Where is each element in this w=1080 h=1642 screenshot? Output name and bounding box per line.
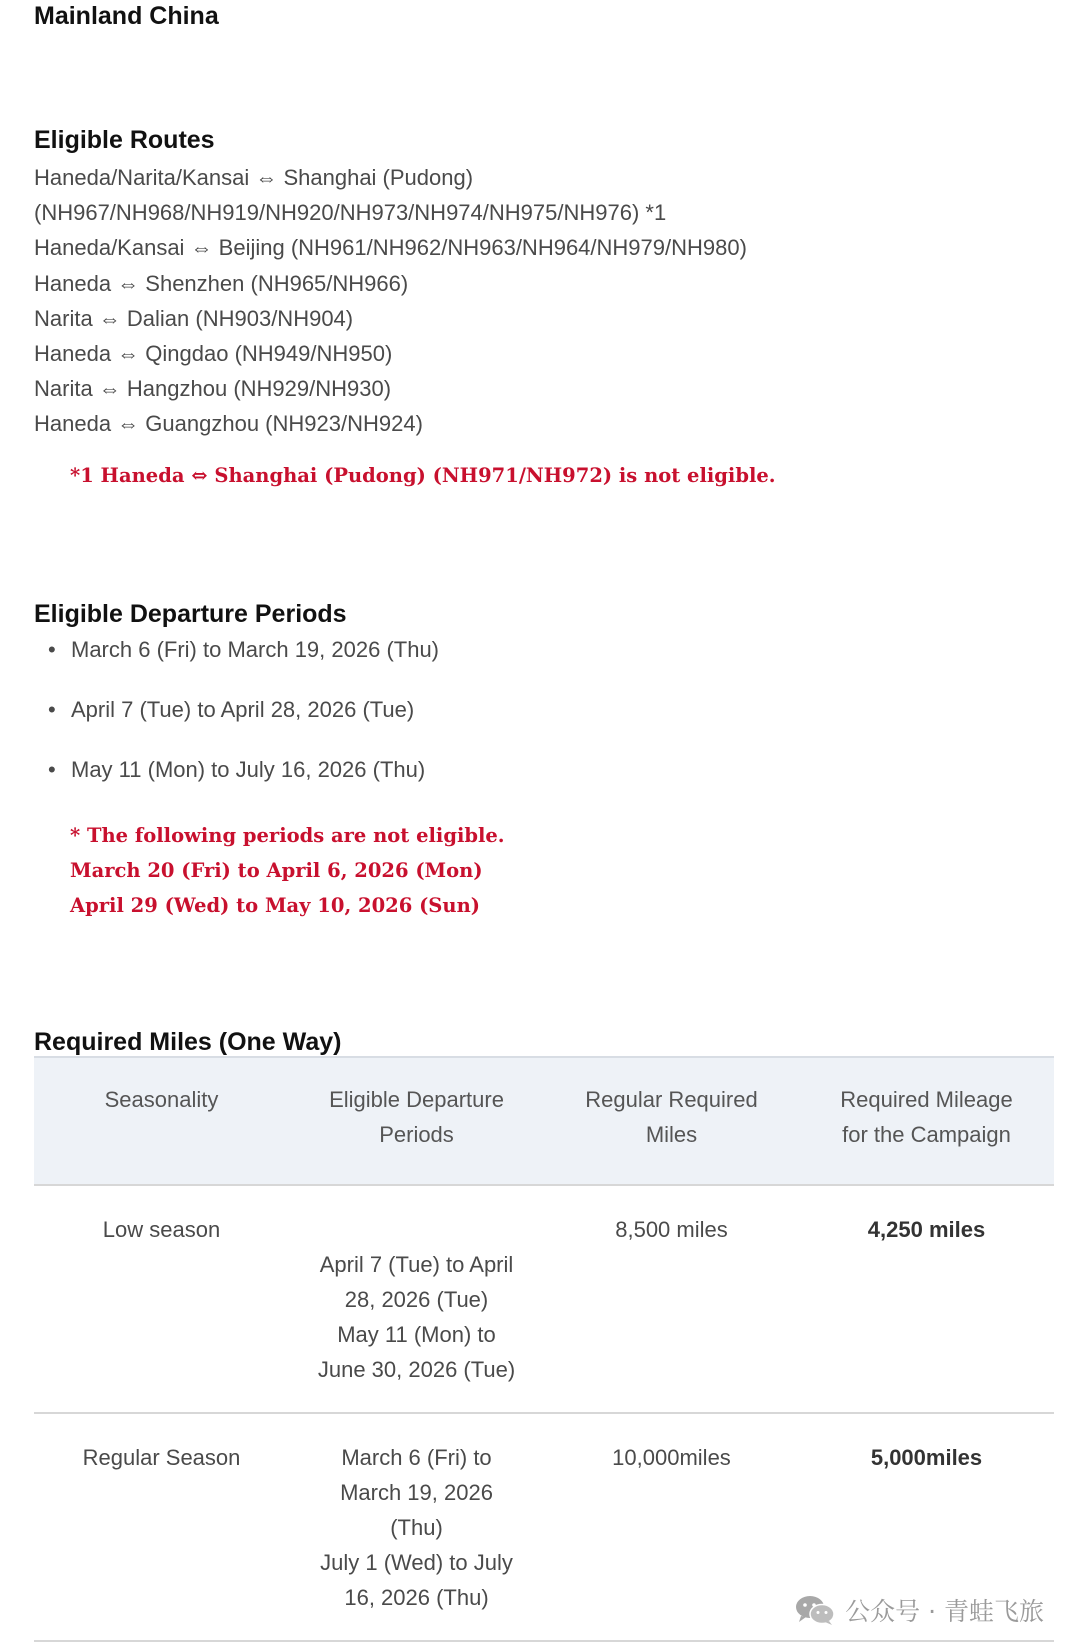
table-header-row (34, 1057, 1054, 1185)
routes-heading: Eligible Routes (34, 126, 215, 154)
list-item (34, 636, 439, 696)
period-text: April 7 (Tue) to April 28, 2026 (Tue) (71, 697, 415, 722)
region-title: Mainland China (34, 2, 219, 30)
period-line: June 30, 2026 (Tue) (317, 1357, 516, 1382)
bullet: • (48, 757, 56, 782)
route-line: Haneda ⇔ Shenzhen (NH965/NH966) (34, 270, 409, 296)
column-header-regular-miles (544, 1057, 799, 1185)
header-text: Periods (379, 1122, 454, 1147)
wechat-icon (795, 1594, 835, 1626)
header-text: Eligible Departure (329, 1087, 504, 1112)
miles-table (34, 1056, 1054, 1642)
exclusion-line: March 20 (Fri) to April 6, 2026 (Mon) (70, 859, 483, 882)
season-cell: Regular Season (82, 1445, 241, 1470)
route-line: Haneda/Kansai ⇔ Beijing (NH961/NH962/NH963/NH964/NH979/NH980) (34, 235, 747, 261)
watermark (795, 1592, 1044, 1628)
season-cell: Low season (102, 1217, 221, 1242)
header-text: Regular Required (585, 1087, 758, 1112)
header-text: Seasonality (104, 1087, 219, 1112)
period-line: May 11 (Mon) to (337, 1322, 496, 1347)
period-line: March 19, 2026 (340, 1480, 493, 1505)
route-line: (NH967/NH968/NH919/NH920/NH973/NH974/NH975/NH976) *1 (34, 200, 667, 226)
period-line (307, 1212, 526, 1247)
list-item (34, 696, 439, 756)
periods-heading: Eligible Departure Periods (34, 600, 347, 628)
watermark-text: 公众号 · 青蛙飞旅 (845, 1597, 1044, 1626)
period-line: July 1 (Wed) to July (320, 1550, 513, 1575)
routes-list (34, 160, 747, 442)
table-row (34, 1185, 1054, 1413)
period-line: 28, 2026 (Tue) (344, 1287, 489, 1312)
period-text: March 6 (Fri) to March 19, 2026 (Thu) (71, 637, 440, 662)
periods-cell (289, 1413, 544, 1641)
periods-list (34, 636, 439, 816)
period-text: May 11 (Mon) to July 16, 2026 (Thu) (71, 757, 426, 782)
regular-miles-cell: 8,500 miles (615, 1217, 728, 1242)
route-line: Narita ⇔ Dalian (NH903/NH904) (34, 305, 354, 331)
column-header-seasonality (34, 1057, 289, 1185)
route-line: Narita ⇔ Hangzhou (NH929/NH930) (34, 376, 392, 402)
campaign-miles-cell: 5,000miles (870, 1445, 983, 1470)
period-line: 16, 2026 (Thu) (344, 1585, 489, 1610)
period-line: April 7 (Tue) to April (319, 1252, 514, 1277)
bullet: • (48, 697, 56, 722)
header-text: Required Mileage (840, 1087, 1013, 1112)
route-line: Haneda ⇔ Guangzhou (NH923/NH924) (34, 411, 423, 437)
period-exclusions (70, 818, 505, 923)
column-header-periods (289, 1057, 544, 1185)
period-line: March 6 (Fri) to (341, 1445, 492, 1470)
column-header-campaign-miles (799, 1057, 1054, 1185)
route-exclusion-note: *1 Haneda ⇔ Shanghai (Pudong) (NH971/NH972) is not eligible. (70, 464, 776, 487)
route-line: Haneda ⇔ Qingdao (NH949/NH950) (34, 340, 393, 366)
periods-cell (289, 1185, 544, 1413)
period-line: (Thu) (390, 1515, 443, 1540)
bullet: • (48, 637, 56, 662)
campaign-miles-cell: 4,250 miles (867, 1217, 986, 1242)
miles-heading: Required Miles (One Way) (34, 1028, 342, 1056)
exclusion-line: April 29 (Wed) to May 10, 2026 (Sun) (70, 894, 480, 917)
header-text: Miles (645, 1122, 698, 1147)
exclusion-line: * The following periods are not eligible. (70, 824, 505, 847)
list-item (34, 756, 439, 816)
route-line: Haneda/Narita/Kansai ⇔ Shanghai (Pudong) (34, 165, 474, 190)
header-text: for the Campaign (842, 1122, 1011, 1147)
regular-miles-cell: 10,000miles (612, 1445, 731, 1470)
